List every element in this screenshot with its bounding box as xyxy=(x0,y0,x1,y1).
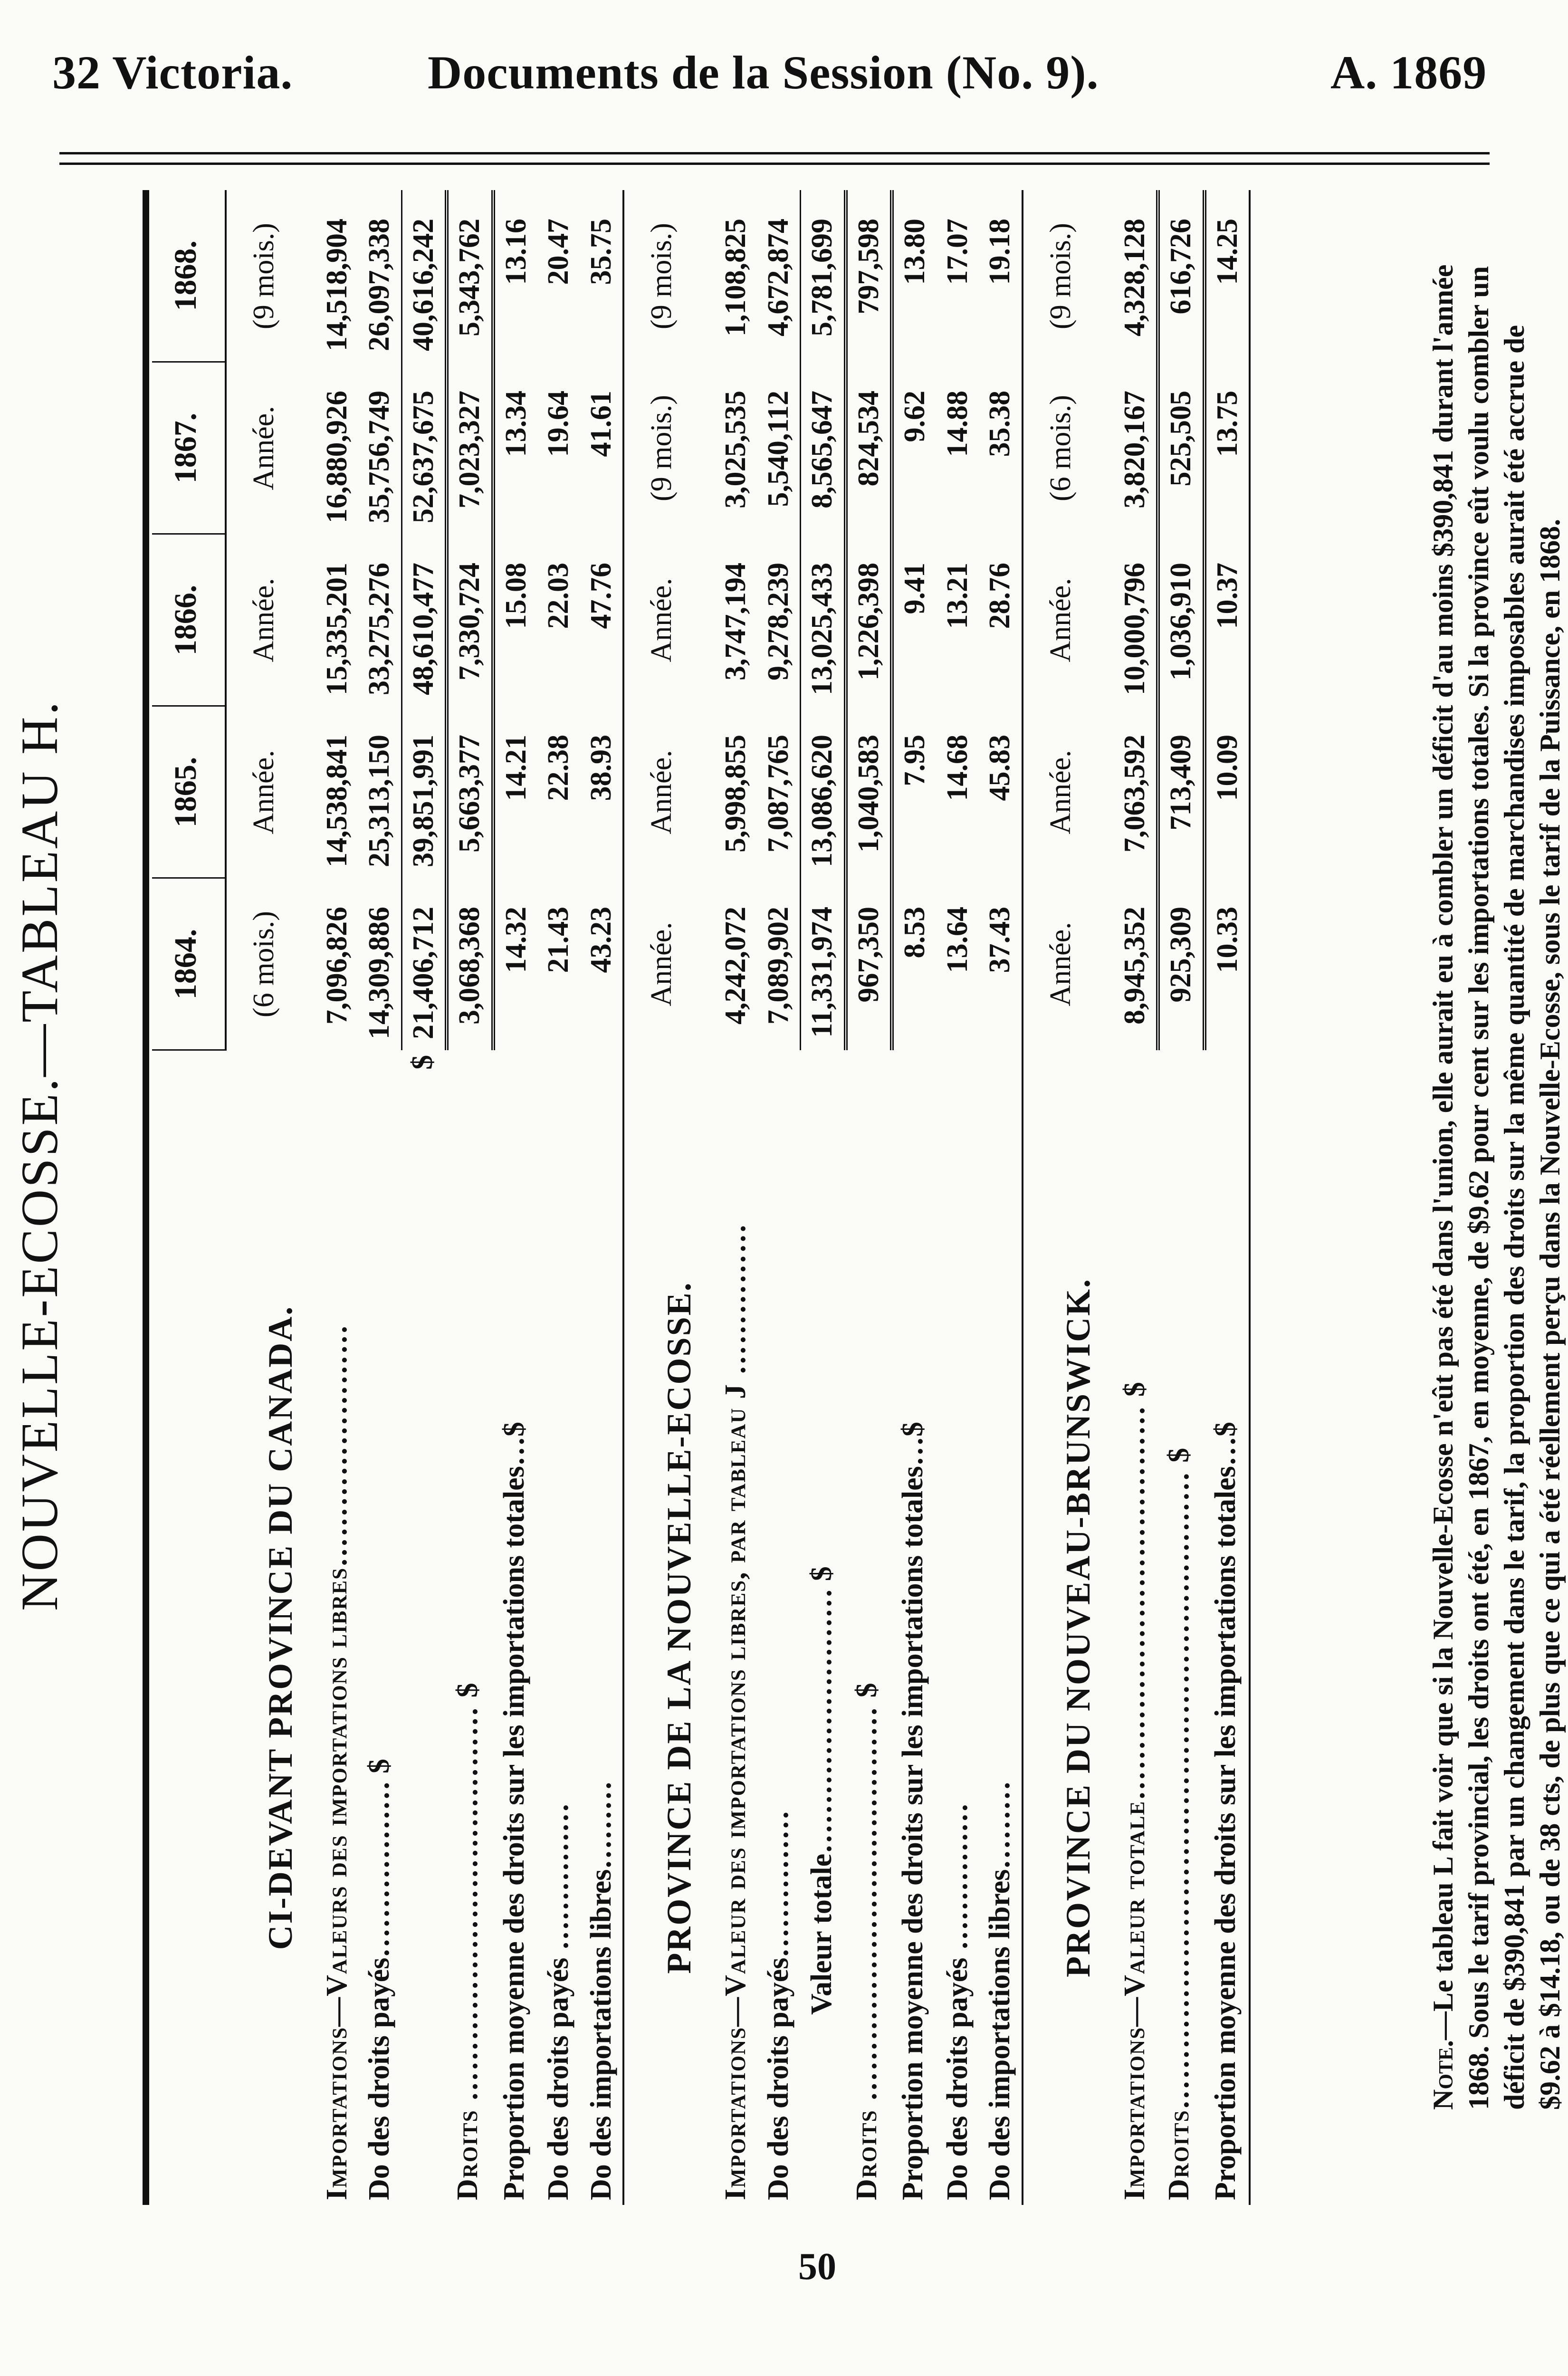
section-nb-title-row xyxy=(1023,190,1114,2205)
cell: 22.38 xyxy=(542,735,574,801)
row-label: Do des droits payés…………… xyxy=(762,1810,794,2200)
statistics-table xyxy=(152,190,1251,2205)
cell: 7,330,724 xyxy=(447,534,493,706)
cell: 39,851,991 xyxy=(402,706,447,878)
table-row xyxy=(892,190,937,2205)
cell: 13.16 xyxy=(493,190,538,362)
year-header-row xyxy=(152,190,226,2205)
table-row xyxy=(1205,190,1250,2205)
rotated-table-sheet xyxy=(10,190,1566,2205)
table-row xyxy=(537,190,580,2205)
section-title: CI-DEVANT PROVINCE DU CANADA. xyxy=(261,1305,299,1950)
period-label: Année. xyxy=(1044,922,1077,1006)
table-row xyxy=(979,190,1023,2205)
cell: 3,747,194 xyxy=(719,563,752,680)
row-label: Do des importations libres……… xyxy=(580,1050,624,2205)
table-row xyxy=(493,190,538,2205)
section-title: PROVINCE DE LA NOUVELLE-ECOSSE. xyxy=(660,1281,698,1974)
year-header: 1868. xyxy=(152,190,226,362)
footnote-text: —Le tableau L fait voir que si la Nouvelle-Ecosse n'eût pas été dans l'union, elle aurait eu à combler un déficit d'au moins $390,841 durant l'année 1868. Sous le tarif provincial, les droits ont été, en 1867, en moyenne, de $9.62 pour cent sur les importations totales. Si la province eût voulu combler un déficit de $390,841 par un changement dans le tarif, la proportion des droits sur la même quantité de marchandises imposables aurait été accrue de $9.62 à $14.18, ou de 38 cts, de plus que ce qui a été réellement perçu dans la Nouvelle-Ecosse, sous le tarif de la Puissance, en 1868. xyxy=(1427,264,1566,2110)
table-row xyxy=(846,190,892,2205)
header-document-title: Documents de la Session (No. 9). xyxy=(428,46,1099,99)
row-label: Importations—Valeur totale………………………………… $ xyxy=(1118,1381,1151,2200)
cell: 41.61 xyxy=(580,362,624,534)
cell: 15.08 xyxy=(493,534,538,706)
cell: 616,726 xyxy=(1158,190,1205,362)
footnote-label: Note. xyxy=(1427,2040,1459,2110)
row-label: Valeur totale……………………… $ xyxy=(805,1566,838,2015)
period-label: Année. xyxy=(1044,750,1077,834)
table-row xyxy=(1158,190,1205,2205)
cell: 1,226,398 xyxy=(846,534,892,706)
cell: 35.38 xyxy=(979,362,1023,534)
cell: 52,637,675 xyxy=(402,362,447,534)
cell: 3,068,368 xyxy=(447,878,493,1050)
period-label: Année. xyxy=(247,578,280,662)
header-rule xyxy=(59,152,1490,154)
header-rule-second xyxy=(59,163,1490,165)
page-number: 50 xyxy=(798,2246,836,2288)
cell: 35.75 xyxy=(580,190,624,362)
cell: 26,097,338 xyxy=(363,219,395,351)
cell: 33,275,276 xyxy=(363,563,395,695)
year-header: 1866. xyxy=(152,534,226,706)
table-row xyxy=(580,190,624,2205)
cell: 7,087,765 xyxy=(762,735,794,853)
cell: 14.68 xyxy=(941,735,974,801)
cell: 13.64 xyxy=(941,907,974,973)
table-row xyxy=(316,190,359,2205)
cell: 22.03 xyxy=(542,563,574,629)
period-label: Année. xyxy=(645,750,678,834)
cell: 10.37 xyxy=(1205,534,1250,706)
cell: 9.41 xyxy=(892,534,937,706)
cell: 14,518,904 xyxy=(320,219,353,351)
cell: 13,025,433 xyxy=(801,534,846,706)
cell: 21,406,712 xyxy=(402,878,447,1050)
period-label: (9 mois.) xyxy=(1044,223,1077,329)
row-label: Do des droits payés …………… xyxy=(941,1803,974,2200)
period-label: (6 mois.) xyxy=(247,911,280,1017)
header-session-year: 32 Victoria. xyxy=(52,46,293,99)
cell: 17.07 xyxy=(941,219,974,285)
cell: 9,278,239 xyxy=(762,563,794,680)
row-label: Do des droits payés …………… xyxy=(542,1803,574,2200)
cell: 824,534 xyxy=(846,362,892,534)
cell: 19.18 xyxy=(979,190,1023,362)
cell: 7,096,826 xyxy=(320,907,353,1025)
period-label: Année. xyxy=(247,406,280,490)
table-row xyxy=(937,190,979,2205)
cell: 11,331,974 xyxy=(801,878,846,1050)
row-label: Proportion moyenne des droits sur les importations totales…$ xyxy=(1205,1050,1250,2205)
cell: 21.43 xyxy=(542,907,574,973)
cell: 14.21 xyxy=(493,706,538,878)
table-row xyxy=(1114,190,1158,2205)
cell: 14.32 xyxy=(493,878,538,1050)
section-canada-title-row xyxy=(226,190,316,2205)
cell: 5,663,377 xyxy=(447,706,493,878)
cell: 5,540,112 xyxy=(762,391,794,507)
cell: 4,242,072 xyxy=(719,907,752,1025)
cell: 3,025,535 xyxy=(719,391,752,508)
row-label: Droits ………………………………… $ xyxy=(451,1682,484,2200)
cell: 13.21 xyxy=(941,563,974,629)
row-label: Do des droits payés……………… $ xyxy=(363,1759,395,2200)
year-header: 1865. xyxy=(152,706,226,878)
cell: 14.88 xyxy=(941,391,974,457)
row-label: Droits ………………………………… $ xyxy=(850,1682,883,2200)
cell: 14,309,886 xyxy=(363,907,395,1039)
section-title: PROVINCE DU NOUVEAU-BRUNSWICK. xyxy=(1059,1277,1097,1978)
cell: 40,616,242 xyxy=(402,190,447,362)
cell: 3,820,167 xyxy=(1118,391,1151,508)
year-header: 1867. xyxy=(152,362,226,534)
cell: 13.80 xyxy=(892,190,937,362)
row-label: Do des importations libres……… xyxy=(979,1050,1023,2205)
cell: 47.76 xyxy=(580,534,624,706)
cell: 8.53 xyxy=(892,878,937,1050)
cell: 5,343,762 xyxy=(447,190,493,362)
table-row-total xyxy=(402,190,447,2205)
cell: 8,565,647 xyxy=(801,362,846,534)
cell: 1,036,910 xyxy=(1158,534,1205,706)
cell: 7,023,327 xyxy=(447,362,493,534)
cell: 1,040,583 xyxy=(846,706,892,878)
page-header xyxy=(0,0,1547,152)
period-label: (9 mois.) xyxy=(645,223,678,329)
cell: 45.83 xyxy=(979,706,1023,878)
cell: 4,672,874 xyxy=(762,219,794,336)
cell: 35,756,749 xyxy=(363,391,395,523)
cell: 14,538,841 xyxy=(320,735,353,867)
cell: 4,328,128 xyxy=(1118,219,1151,336)
period-label: (6 mois.) xyxy=(1044,395,1077,501)
cell: 10.09 xyxy=(1205,706,1250,878)
row-label: Proportion moyenne des droits sur les importations totales…$ xyxy=(497,1422,530,2200)
cell: 713,409 xyxy=(1158,706,1205,878)
row-label: Droits……………………………………………………… $ xyxy=(1163,1447,1195,2200)
row-label: $ xyxy=(406,1055,439,1070)
row-label: Importations—Valeurs des importations libres…………………… xyxy=(320,1323,353,2200)
table-row xyxy=(358,190,402,2205)
period-label: Année. xyxy=(1044,578,1077,662)
row-label: Proportion moyenne des droits sur les importations totales…$ xyxy=(897,1422,929,2200)
cell: 19.64 xyxy=(542,391,574,457)
table-row xyxy=(447,190,493,2205)
cell: 5,998,855 xyxy=(719,735,752,853)
cell: 38.93 xyxy=(580,706,624,878)
cell: 13.75 xyxy=(1205,362,1250,534)
table-row xyxy=(757,190,801,2205)
cell: 20.47 xyxy=(542,219,574,285)
cell: 7,089,902 xyxy=(762,907,794,1025)
cell: 7.95 xyxy=(892,706,937,878)
cell: 25,313,150 xyxy=(363,735,395,867)
cell: 9.62 xyxy=(892,362,937,534)
table-title: NOUVELLE-ECOSSE.—TABLEAU H. xyxy=(10,699,68,1611)
cell: 28.76 xyxy=(979,534,1023,706)
cell: 797,598 xyxy=(846,190,892,362)
year-header: 1864. xyxy=(152,878,226,1050)
cell: 8,945,352 xyxy=(1118,907,1151,1025)
period-label: Année. xyxy=(645,922,678,1006)
period-label: Année. xyxy=(645,578,678,662)
period-label: Année. xyxy=(247,750,280,834)
cell: 967,350 xyxy=(846,878,892,1050)
table-row xyxy=(715,190,757,2205)
header-blank xyxy=(152,1050,226,2205)
cell: 13,086,620 xyxy=(801,706,846,878)
cell: 48,610,477 xyxy=(402,534,447,706)
header-year: A. 1869 xyxy=(1330,46,1487,99)
cell: 5,781,699 xyxy=(801,190,846,362)
cell: 10,000,796 xyxy=(1118,563,1151,695)
cell: 15,335,201 xyxy=(320,563,353,695)
cell: 10.33 xyxy=(1205,878,1250,1050)
cell: 1,108,825 xyxy=(719,219,752,336)
cell: 525,505 xyxy=(1158,362,1205,534)
cell: 14.25 xyxy=(1205,190,1250,362)
cell: 7,063,592 xyxy=(1118,735,1151,853)
footnote xyxy=(1425,257,1568,2110)
period-label: (9 mois.) xyxy=(645,395,678,501)
section-ns-title-row xyxy=(623,190,715,2205)
cell: 16,880,926 xyxy=(320,391,353,523)
period-label: (9 mois.) xyxy=(247,223,280,329)
cell: 37.43 xyxy=(979,878,1023,1050)
row-label: Importations—Valeur des importations libres, par tableau J …………… xyxy=(719,1223,752,2200)
table-row-total xyxy=(801,190,846,2205)
cell: 43.23 xyxy=(580,878,624,1050)
cell: 13.34 xyxy=(493,362,538,534)
cell: 925,309 xyxy=(1158,878,1205,1050)
